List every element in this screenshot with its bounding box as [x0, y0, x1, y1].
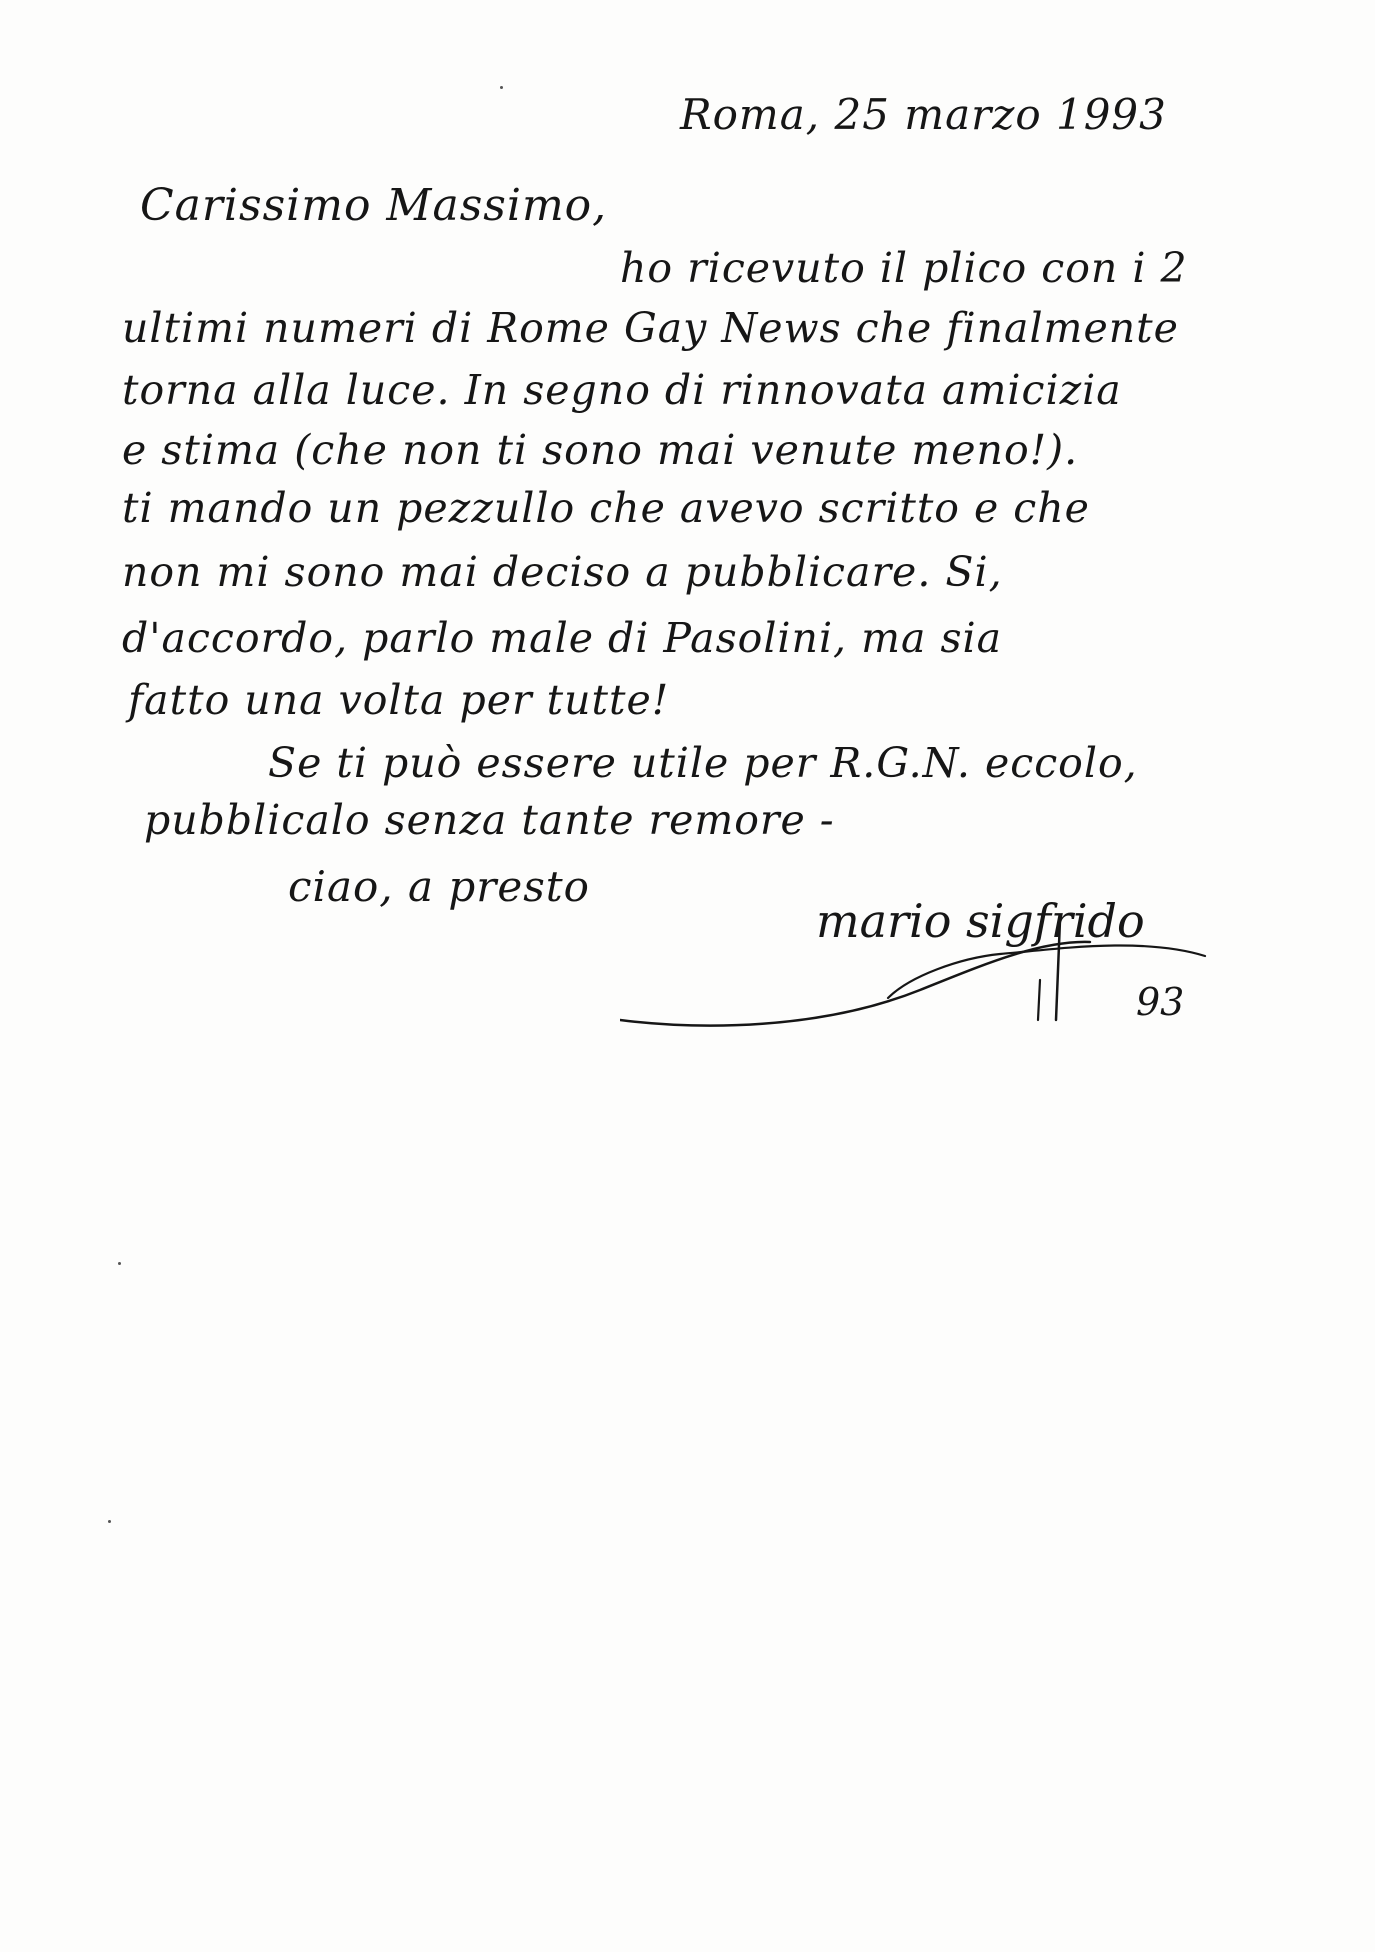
- letter-line: ultimi numeri di Rome Gay News che finalmente: [122, 304, 1179, 352]
- paper-speck: [108, 1520, 111, 1523]
- letter-line: ti mando un pezzullo che avevo scritto e che: [122, 484, 1090, 532]
- paper-speck: [118, 1262, 121, 1265]
- paper-speck: [500, 86, 503, 89]
- letter-closing: ciao, a presto: [288, 862, 590, 911]
- letter-date: Roma, 25 marzo 1993: [680, 90, 1167, 139]
- signature: [620, 880, 1220, 1060]
- letter-line: pubblicalo senza tante remore -: [144, 796, 835, 844]
- letter-line: non mi sono mai deciso a pubblicare. Si,: [122, 548, 1003, 596]
- letter-line: d'accordo, parlo male di Pasolini, ma sia: [122, 614, 1003, 662]
- signature-name: mario sigfrido: [816, 894, 1145, 948]
- letter-line: Se ti può essere utile per R.G.N. eccolo,: [268, 739, 1138, 787]
- letter-line: fatto una volta per tutte!: [128, 676, 670, 724]
- letter-line: ho ricevuto il plico con i 2: [620, 244, 1188, 292]
- letter-greeting: Carissimo Massimo,: [140, 180, 608, 231]
- letter-line: e stima (che non ti sono mai venute meno!).: [122, 426, 1079, 474]
- letter-line: torna alla luce. In segno di rinnovata amicizia: [122, 366, 1122, 414]
- signature-year: 93: [1136, 980, 1185, 1024]
